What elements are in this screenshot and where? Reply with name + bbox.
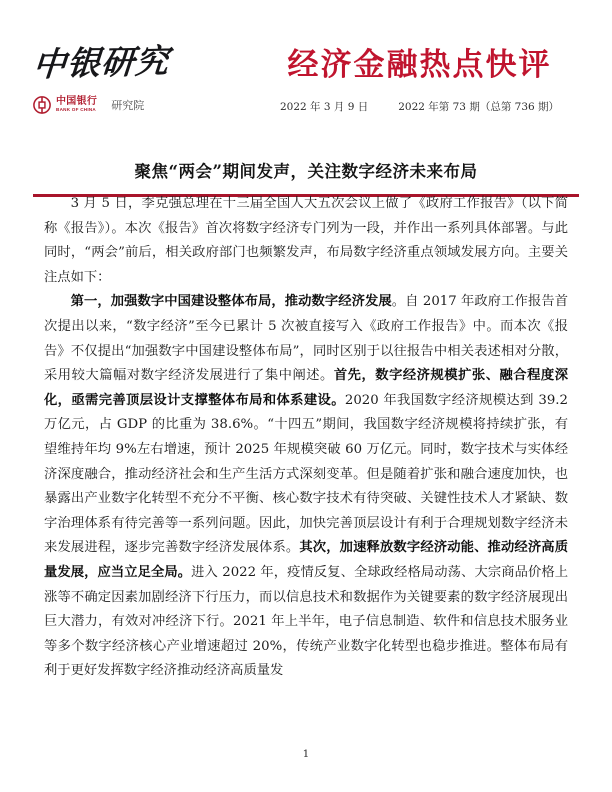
text-run: 3 月 5 日，李克强总理在十三届全国人大五次会议上做了《政府工作报告》（以下简称《报告》）。本次《报告》首次将数字经济专门列为一段，并作出一系列具体部署。与此同时，“两会”前后，相关政府部门也频繁发声，布局数字经济重点领域发展方向。主要关注点如下： (44, 196, 568, 285)
text-run: 进入 2022 年，疫情反复、全球政经格局动荡、大宗商品价格上涨等不确定因素加剧经济下行压力，而以信息技术和数据作为关键要素的数字经济展现出巨大潜力，有效对冲经济下行。2021 年上半年，电子信息制造、软件和信息技术服务业等多个数字经济核心产业增速超过 20%，传统产业数字化转型也稳步推进。整体布局有利于更好发挥数字经济推动经济高质量发 (44, 564, 569, 679)
bank-identity (33, 95, 263, 115)
page-number: 1 (302, 748, 310, 760)
boc-coin-icon (33, 96, 51, 114)
publication-title: 经济金融热点快评 (287, 47, 552, 83)
body-paragraph (44, 290, 568, 684)
masthead (0, 41, 612, 148)
publication-issue: 2022 年第 73 期（总第 736 期） (398, 100, 560, 113)
bank-name-block (56, 97, 97, 113)
institute-label: 研究院 (111, 99, 145, 112)
body-paragraph (44, 192, 568, 290)
emphasis-run: 其次，加速释放数字经济动能、推动经济高质量发展，应当立足全局。 (44, 540, 569, 580)
brand-block (31, 41, 263, 115)
brand-script-logo: 中银研究 (31, 41, 171, 84)
emphasis-run: 首先，数字经济规模扩张、融合程度深化，亟需完善顶层设计支撑整体布局和体系建设。 (44, 368, 569, 408)
masthead-right (247, 48, 592, 114)
text-run: 。自 2017 年政府工作报告首次提出以来，“数字经济”至今已累计 5 次被直接写入《政府工作报告》中。而本次《报告》不仅提出“加强数字中国建设整体布局”，同时区别于以往报告中相关表述相对分散，采用较大篇幅对数字经济发展进行了集中阐述。 (44, 294, 569, 384)
text-run: 2020 年我国数字经济规模达到 39.2 万亿元，占 GDP 的比重为 38.6%。“十四五”期间，我国数字经济规模将持续扩张，有望维持年均 9%左右增速，预计 2025 年规模突破 60 万亿元。同时，数字技术与实体经济深度融合，推动经济社会和生产生活方式深刻变革。但是随着扩张和融合速度加快，也暴露出产业数字化转型不充分不平衡、核心数字技术有待突破、关键性技术人才紧缺、数字治理体系有待完善等一系列问题。因此，加快完善顶层设计有利于合理规划数字经济未来发展进程，逐步完善数字经济发展体系。 (44, 392, 568, 556)
article-body (44, 192, 568, 684)
page-title: 聚焦“两会”期间发声，关注数字经济未来布局 (134, 162, 478, 181)
bank-name-en: BANK OF CHINA (56, 107, 96, 113)
emphasis-run: 第一，加强数字中国建设整体布局，推动数字经济发展 (70, 294, 392, 310)
bank-name-cn: 中国银行 (56, 95, 98, 107)
publication-date: 2022 年 3 月 9 日 (279, 100, 369, 113)
publication-meta (247, 99, 592, 114)
